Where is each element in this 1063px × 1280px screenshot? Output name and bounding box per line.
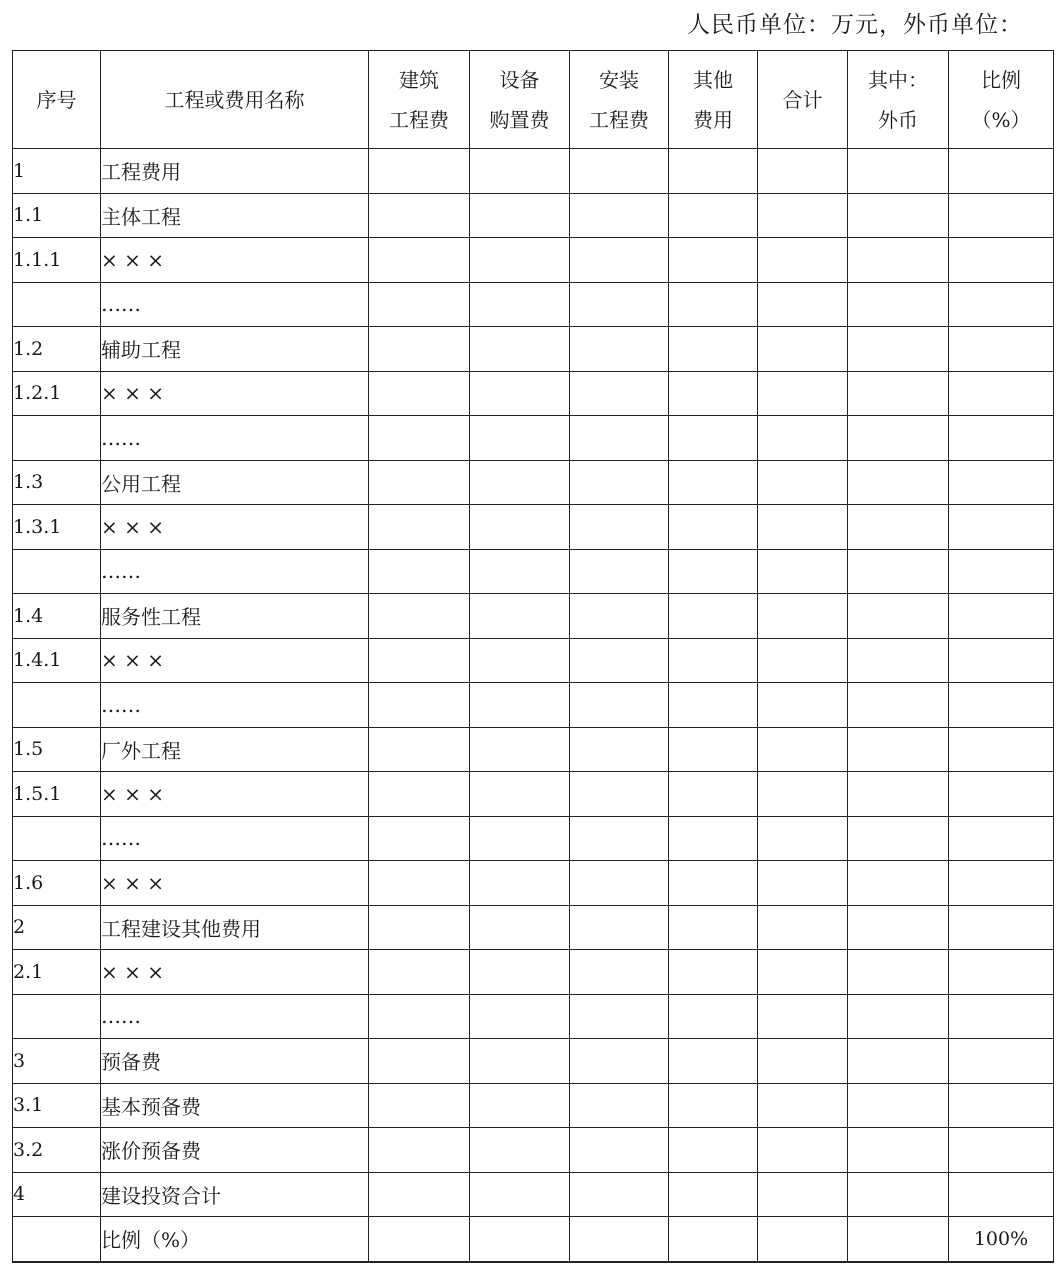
total-cell: [758, 371, 848, 416]
row-number-cell: [13, 416, 101, 461]
installation-cost-cell: [570, 1172, 669, 1217]
row-name-cell: ……: [101, 416, 369, 461]
header-total: 合计: [758, 51, 848, 149]
row-name-cell: 工程费用: [101, 149, 369, 194]
equipment-cost-cell: [470, 1083, 570, 1128]
row-number-cell: 1.1.1: [13, 238, 101, 283]
row-name-cell: × × ×: [101, 238, 369, 283]
unit-note: 人民币单位：万元，外币单位：: [687, 12, 1023, 38]
row-number-cell: 1.2.1: [13, 371, 101, 416]
ratio-cell: [949, 460, 1054, 505]
construction-cost-cell: [369, 1217, 470, 1262]
row-name-cell: 基本预备费: [101, 1083, 369, 1128]
foreign-currency-cell: [848, 1217, 949, 1262]
equipment-cost-cell: [470, 193, 570, 238]
other-cost-cell: [669, 772, 758, 817]
construction-cost-cell: [369, 638, 470, 683]
ratio-cell: [949, 1083, 1054, 1128]
construction-cost-cell: [369, 1172, 470, 1217]
row-name-cell: 工程建设其他费用: [101, 905, 369, 950]
installation-cost-cell: [570, 1128, 669, 1173]
other-cost-cell: [669, 416, 758, 461]
ratio-cell: [949, 727, 1054, 772]
construction-cost-cell: [369, 282, 470, 327]
foreign-currency-cell: [848, 282, 949, 327]
installation-cost-cell: [570, 505, 669, 550]
table-row: [13, 772, 1054, 817]
row-name-cell: ……: [101, 816, 369, 861]
equipment-cost-cell: [470, 1128, 570, 1173]
total-cell: [758, 594, 848, 639]
equipment-cost-cell: [470, 460, 570, 505]
other-cost-cell: [669, 1217, 758, 1262]
other-cost-cell: [669, 994, 758, 1039]
row-number-cell: 1.5.1: [13, 772, 101, 817]
foreign-currency-cell: [848, 772, 949, 817]
row-number-cell: [13, 549, 101, 594]
row-number-cell: 4: [13, 1172, 101, 1217]
equipment-cost-cell: [470, 772, 570, 817]
row-name-cell: 辅助工程: [101, 327, 369, 372]
other-cost-cell: [669, 1172, 758, 1217]
row-number-cell: [13, 994, 101, 1039]
row-name-cell: × × ×: [101, 371, 369, 416]
construction-cost-cell: [369, 1128, 470, 1173]
other-cost-cell: [669, 327, 758, 372]
construction-cost-cell: [369, 460, 470, 505]
total-cell: [758, 149, 848, 194]
header-other: 其他 费用: [669, 51, 758, 149]
row-number-cell: 1.2: [13, 327, 101, 372]
total-cell: [758, 1039, 848, 1084]
other-cost-cell: [669, 816, 758, 861]
equipment-cost-cell: [470, 816, 570, 861]
equipment-cost-cell: [470, 549, 570, 594]
equipment-cost-cell: [470, 594, 570, 639]
ratio-cell: [949, 149, 1054, 194]
installation-cost-cell: [570, 683, 669, 728]
other-cost-cell: [669, 460, 758, 505]
foreign-currency-cell: [848, 950, 949, 995]
row-name-cell: 建设投资合计: [101, 1172, 369, 1217]
installation-cost-cell: [570, 816, 669, 861]
row-number-cell: 1: [13, 149, 101, 194]
row-number-cell: [13, 1217, 101, 1262]
other-cost-cell: [669, 1128, 758, 1173]
construction-cost-cell: [369, 149, 470, 194]
table-row: [13, 282, 1054, 327]
installation-cost-cell: [570, 861, 669, 906]
installation-cost-cell: [570, 327, 669, 372]
row-name-cell: ……: [101, 683, 369, 728]
ratio-cell: [949, 505, 1054, 550]
other-cost-cell: [669, 683, 758, 728]
construction-cost-cell: [369, 683, 470, 728]
table-row: [13, 327, 1054, 372]
table-row: [13, 416, 1054, 461]
table-row: [13, 594, 1054, 639]
construction-cost-cell: [369, 549, 470, 594]
row-number-cell: 1.5: [13, 727, 101, 772]
construction-cost-cell: [369, 727, 470, 772]
construction-cost-cell: [369, 327, 470, 372]
construction-cost-cell: [369, 905, 470, 950]
table-row: [13, 238, 1054, 283]
construction-cost-cell: [369, 1039, 470, 1084]
table-row: [13, 1217, 1054, 1262]
row-name-cell: × × ×: [101, 638, 369, 683]
installation-cost-cell: [570, 950, 669, 995]
installation-cost-cell: [570, 594, 669, 639]
total-cell: [758, 549, 848, 594]
other-cost-cell: [669, 638, 758, 683]
foreign-currency-cell: [848, 371, 949, 416]
foreign-currency-cell: [848, 638, 949, 683]
ratio-cell: [949, 683, 1054, 728]
row-name-cell: × × ×: [101, 505, 369, 550]
header-installation: 安装 工程费: [570, 51, 669, 149]
table-row: [13, 816, 1054, 861]
ratio-cell: [949, 282, 1054, 327]
total-cell: [758, 772, 848, 817]
row-number-cell: [13, 282, 101, 327]
row-number-cell: 1.4.1: [13, 638, 101, 683]
row-number-cell: 3.2: [13, 1128, 101, 1173]
row-name-cell: 服务性工程: [101, 594, 369, 639]
row-number-cell: 2: [13, 905, 101, 950]
row-name-cell: ……: [101, 549, 369, 594]
ratio-cell: 100%: [949, 1217, 1054, 1262]
construction-cost-cell: [369, 816, 470, 861]
installation-cost-cell: [570, 994, 669, 1039]
table-row: [13, 1039, 1054, 1084]
equipment-cost-cell: [470, 238, 570, 283]
ratio-cell: [949, 416, 1054, 461]
row-name-cell: 主体工程: [101, 193, 369, 238]
installation-cost-cell: [570, 1083, 669, 1128]
total-cell: [758, 1083, 848, 1128]
table-row: [13, 1083, 1054, 1128]
other-cost-cell: [669, 1083, 758, 1128]
equipment-cost-cell: [470, 149, 570, 194]
installation-cost-cell: [570, 549, 669, 594]
ratio-cell: [949, 1128, 1054, 1173]
construction-cost-cell: [369, 594, 470, 639]
construction-cost-cell: [369, 861, 470, 906]
table-row: [13, 905, 1054, 950]
row-number-cell: 1.6: [13, 861, 101, 906]
foreign-currency-cell: [848, 1083, 949, 1128]
total-cell: [758, 327, 848, 372]
row-name-cell: × × ×: [101, 772, 369, 817]
construction-cost-cell: [369, 505, 470, 550]
row-number-cell: 3.1: [13, 1083, 101, 1128]
row-number-cell: 1.3: [13, 460, 101, 505]
equipment-cost-cell: [470, 505, 570, 550]
other-cost-cell: [669, 149, 758, 194]
row-number-cell: [13, 683, 101, 728]
installation-cost-cell: [570, 149, 669, 194]
other-cost-cell: [669, 905, 758, 950]
row-number-cell: 2.1: [13, 950, 101, 995]
other-cost-cell: [669, 282, 758, 327]
header-construction: 建筑 工程费: [369, 51, 470, 149]
table-row: [13, 1172, 1054, 1217]
foreign-currency-cell: [848, 460, 949, 505]
foreign-currency-cell: [848, 994, 949, 1039]
table-row: [13, 1128, 1054, 1173]
other-cost-cell: [669, 238, 758, 283]
equipment-cost-cell: [470, 327, 570, 372]
total-cell: [758, 905, 848, 950]
installation-cost-cell: [570, 905, 669, 950]
table-header-row: [13, 51, 1054, 149]
ratio-cell: [949, 772, 1054, 817]
other-cost-cell: [669, 594, 758, 639]
total-cell: [758, 861, 848, 906]
installation-cost-cell: [570, 460, 669, 505]
construction-cost-cell: [369, 416, 470, 461]
table-row: [13, 683, 1054, 728]
installation-cost-cell: [570, 371, 669, 416]
row-name-cell: ……: [101, 282, 369, 327]
total-cell: [758, 1172, 848, 1217]
row-name-cell: 涨价预备费: [101, 1128, 369, 1173]
construction-cost-cell: [369, 371, 470, 416]
construction-cost-cell: [369, 238, 470, 283]
row-name-cell: × × ×: [101, 950, 369, 995]
equipment-cost-cell: [470, 905, 570, 950]
total-cell: [758, 505, 848, 550]
table-row: [13, 460, 1054, 505]
ratio-cell: [949, 549, 1054, 594]
total-cell: [758, 950, 848, 995]
other-cost-cell: [669, 371, 758, 416]
ratio-cell: [949, 950, 1054, 995]
row-name-cell: 公用工程: [101, 460, 369, 505]
other-cost-cell: [669, 950, 758, 995]
foreign-currency-cell: [848, 861, 949, 906]
header-ratio: 比例 （%）: [949, 51, 1054, 149]
foreign-currency-cell: [848, 327, 949, 372]
equipment-cost-cell: [470, 1039, 570, 1084]
table-row: [13, 193, 1054, 238]
construction-cost-cell: [369, 772, 470, 817]
foreign-currency-cell: [848, 505, 949, 550]
table-row: [13, 950, 1054, 995]
row-number-cell: 1.3.1: [13, 505, 101, 550]
foreign-currency-cell: [848, 416, 949, 461]
row-number-cell: 1.1: [13, 193, 101, 238]
ratio-cell: [949, 238, 1054, 283]
foreign-currency-cell: [848, 238, 949, 283]
other-cost-cell: [669, 505, 758, 550]
foreign-currency-cell: [848, 1039, 949, 1084]
total-cell: [758, 282, 848, 327]
installation-cost-cell: [570, 282, 669, 327]
table-row: [13, 861, 1054, 906]
ratio-cell: [949, 905, 1054, 950]
ratio-cell: [949, 193, 1054, 238]
total-cell: [758, 238, 848, 283]
construction-cost-cell: [369, 994, 470, 1039]
ratio-cell: [949, 994, 1054, 1039]
total-cell: [758, 460, 848, 505]
installation-cost-cell: [570, 1039, 669, 1084]
row-name-cell: × × ×: [101, 861, 369, 906]
foreign-currency-cell: [848, 549, 949, 594]
construction-cost-cell: [369, 193, 470, 238]
ratio-cell: [949, 1039, 1054, 1084]
equipment-cost-cell: [470, 371, 570, 416]
installation-cost-cell: [570, 772, 669, 817]
table-row: [13, 727, 1054, 772]
foreign-currency-cell: [848, 594, 949, 639]
header-foreign: 其中： 外币: [848, 51, 949, 149]
total-cell: [758, 638, 848, 683]
foreign-currency-cell: [848, 1172, 949, 1217]
total-cell: [758, 994, 848, 1039]
other-cost-cell: [669, 193, 758, 238]
total-cell: [758, 1217, 848, 1262]
foreign-currency-cell: [848, 816, 949, 861]
installation-cost-cell: [570, 238, 669, 283]
foreign-currency-cell: [848, 727, 949, 772]
equipment-cost-cell: [470, 950, 570, 995]
total-cell: [758, 727, 848, 772]
equipment-cost-cell: [470, 727, 570, 772]
other-cost-cell: [669, 727, 758, 772]
installation-cost-cell: [570, 416, 669, 461]
ratio-cell: [949, 1172, 1054, 1217]
table-row: [13, 149, 1054, 194]
total-cell: [758, 1128, 848, 1173]
other-cost-cell: [669, 861, 758, 906]
ratio-cell: [949, 594, 1054, 639]
foreign-currency-cell: [848, 149, 949, 194]
construction-cost-cell: [369, 1083, 470, 1128]
equipment-cost-cell: [470, 683, 570, 728]
row-name-cell: 厂外工程: [101, 727, 369, 772]
total-cell: [758, 416, 848, 461]
row-number-cell: 3: [13, 1039, 101, 1084]
row-name-cell: 预备费: [101, 1039, 369, 1084]
investment-estimate-table: [12, 50, 1054, 1263]
table-row: [13, 994, 1054, 1039]
equipment-cost-cell: [470, 282, 570, 327]
foreign-currency-cell: [848, 1128, 949, 1173]
ratio-cell: [949, 371, 1054, 416]
header-no: 序号: [13, 51, 101, 149]
other-cost-cell: [669, 549, 758, 594]
row-number-cell: 1.4: [13, 594, 101, 639]
installation-cost-cell: [570, 1217, 669, 1262]
installation-cost-cell: [570, 638, 669, 683]
row-name-cell: 比例（%）: [101, 1217, 369, 1262]
foreign-currency-cell: [848, 193, 949, 238]
ratio-cell: [949, 638, 1054, 683]
ratio-cell: [949, 861, 1054, 906]
ratio-cell: [949, 327, 1054, 372]
total-cell: [758, 193, 848, 238]
foreign-currency-cell: [848, 905, 949, 950]
equipment-cost-cell: [470, 638, 570, 683]
table-row: [13, 549, 1054, 594]
equipment-cost-cell: [470, 1217, 570, 1262]
table-row: [13, 371, 1054, 416]
row-number-cell: [13, 816, 101, 861]
foreign-currency-cell: [848, 683, 949, 728]
total-cell: [758, 816, 848, 861]
total-cell: [758, 683, 848, 728]
equipment-cost-cell: [470, 1172, 570, 1217]
ratio-cell: [949, 816, 1054, 861]
installation-cost-cell: [570, 727, 669, 772]
construction-cost-cell: [369, 950, 470, 995]
header-name: 工程或费用名称: [101, 51, 369, 149]
equipment-cost-cell: [470, 416, 570, 461]
equipment-cost-cell: [470, 861, 570, 906]
equipment-cost-cell: [470, 994, 570, 1039]
header-equipment: 设备 购置费: [470, 51, 570, 149]
installation-cost-cell: [570, 193, 669, 238]
row-name-cell: ……: [101, 994, 369, 1039]
table-row: [13, 505, 1054, 550]
other-cost-cell: [669, 1039, 758, 1084]
table-row: [13, 638, 1054, 683]
